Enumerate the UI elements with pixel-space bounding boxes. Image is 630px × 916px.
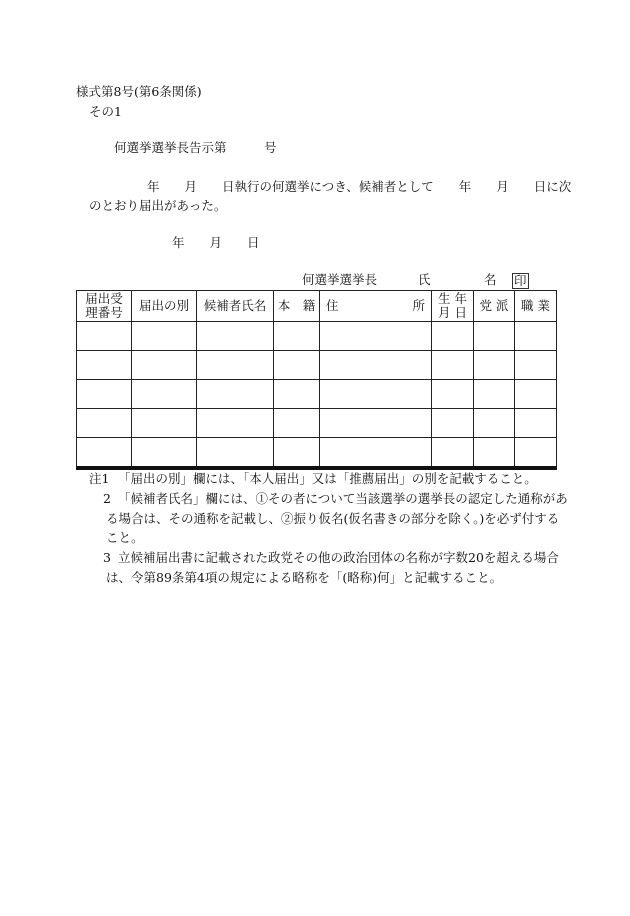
candidate-table xyxy=(76,290,557,470)
table-cell xyxy=(320,351,432,380)
table-cell xyxy=(515,351,557,380)
header-birthdate: 生 年 月 日 xyxy=(432,291,474,322)
table-cell xyxy=(432,438,474,469)
table-cell xyxy=(197,409,274,438)
notice-line: 何選挙選挙長告示第 号 xyxy=(114,140,277,155)
table-cell xyxy=(132,438,197,469)
table-cell xyxy=(132,351,197,380)
table-cell xyxy=(132,322,197,351)
table-cell xyxy=(474,409,515,438)
table-cell xyxy=(474,322,515,351)
note-2-cont1: る場合は、その通称を記載し、②振り仮名(仮名書きの部分を除く。)を必ず付する xyxy=(106,511,560,526)
table-cell xyxy=(77,409,132,438)
table-cell xyxy=(197,322,274,351)
header-occupation: 職 業 xyxy=(515,291,557,322)
note-3-text: 立候補届出書に記載された政党その他の政治団体の名称が字数20を超える場合 xyxy=(118,550,559,565)
table-cell xyxy=(132,409,197,438)
table-header-row xyxy=(77,291,557,322)
header-domicile: 本 籍 xyxy=(274,291,320,322)
table-cell xyxy=(77,438,132,469)
table-cell xyxy=(320,380,432,409)
body-line-2: のとおり届出があった。 xyxy=(89,198,227,213)
note-1-num: 注1 xyxy=(89,471,110,486)
note-3-num: 3 xyxy=(103,550,111,565)
signer-title: 何選挙選挙長 xyxy=(302,272,378,287)
table-cell xyxy=(274,380,320,409)
seal-mark: 印 xyxy=(514,273,527,288)
table-cell xyxy=(132,380,197,409)
table-cell xyxy=(77,380,132,409)
table-cell xyxy=(320,438,432,469)
table-cell xyxy=(320,322,432,351)
note-2-num: 2 xyxy=(103,491,111,506)
table-row xyxy=(77,438,557,469)
table-cell xyxy=(274,351,320,380)
table-cell xyxy=(515,380,557,409)
table-cell xyxy=(432,409,474,438)
table-cell xyxy=(320,409,432,438)
table-cell xyxy=(474,351,515,380)
table-row xyxy=(77,322,557,351)
table-row xyxy=(77,409,557,438)
header-address: 住 所 xyxy=(320,291,432,322)
table-cell xyxy=(432,380,474,409)
table-cell xyxy=(474,438,515,469)
table-cell xyxy=(515,409,557,438)
header-number: 届出受 理番号 xyxy=(77,291,132,322)
table-row xyxy=(77,351,557,380)
header-party: 党 派 xyxy=(474,291,515,322)
table-cell xyxy=(515,322,557,351)
note-3-cont1: は、令第89条第4項の規定による略称を「(略称)何」と記載すること。 xyxy=(106,570,503,585)
table-cell xyxy=(197,438,274,469)
table-cell xyxy=(515,438,557,469)
form-title: 様式第8号(第6条関係) xyxy=(76,84,202,99)
header-type: 届出の別 xyxy=(132,291,197,322)
note-2-cont2: こと。 xyxy=(106,530,144,545)
table-cell xyxy=(274,438,320,469)
table-cell xyxy=(474,380,515,409)
table-cell xyxy=(197,351,274,380)
note-2-text: 「候補者氏名」欄には、①その者について当該選挙の選挙長の認定した通称があ xyxy=(118,491,568,506)
table-cell xyxy=(432,322,474,351)
table-cell xyxy=(274,322,320,351)
table-cell xyxy=(77,322,132,351)
sub-title: その1 xyxy=(89,104,122,119)
signer-mei: 名 xyxy=(484,272,497,287)
table-cell xyxy=(197,380,274,409)
note-1-text: 「届出の別」欄には、「本人届出」又は「推薦届出」の別を記載すること。 xyxy=(118,471,537,486)
body-line-1: 年 月 日執行の何選挙につき、候補者として 年 月 日に次 xyxy=(122,179,572,194)
date-line: 年 月 日 xyxy=(172,235,260,250)
signer-shi: 氏 xyxy=(418,272,431,287)
table-row xyxy=(77,380,557,409)
header-name: 候補者氏名 xyxy=(197,291,274,322)
table-cell xyxy=(432,351,474,380)
table-cell xyxy=(77,351,132,380)
table-cell xyxy=(274,409,320,438)
